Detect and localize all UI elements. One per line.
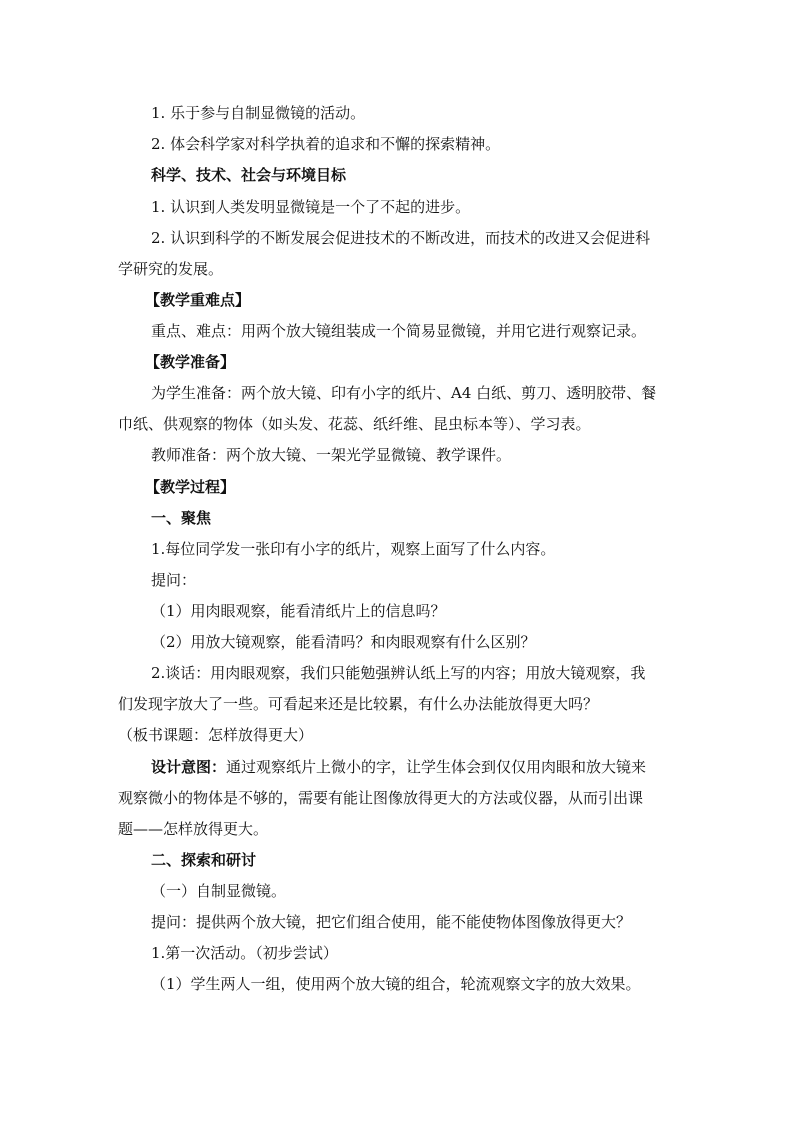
design-intent-line bbox=[151, 757, 646, 777]
paragraph-line: 2. 体会科学家对科学执着的追求和不懈的探索精神。 bbox=[151, 135, 501, 153]
paragraph-line: （2）用放大镜观察，能看清吗？和肉眼观察有什么区别？ bbox=[151, 633, 536, 651]
paragraph-line: 2.谈话：用肉眼观察，我们只能勉强辨认纸上写的内容；用放大镜观察，我 bbox=[151, 664, 646, 682]
paragraph-line: 题——怎样放得更大。 bbox=[118, 820, 269, 838]
design-intent-label: 设计意图： bbox=[151, 758, 227, 776]
paragraph-line: 2. 认识到科学的不断发展会促进技术的不断改进，而技术的改进又会促进科 bbox=[151, 229, 651, 247]
section-heading: 【教学过程】 bbox=[145, 478, 236, 496]
paragraph-line: 为学生准备：两个放大镜、印有小字的纸片、A4 白纸、剪刀、透明胶带、餐 bbox=[151, 384, 657, 402]
paragraph-line: （一）自制显微镜。 bbox=[151, 882, 287, 900]
paragraph-line: 巾纸、供观察的物体（如头发、花蕊、纸纤维、昆虫标本等）、学习表。 bbox=[118, 415, 591, 433]
paragraph-line: 提问： bbox=[151, 571, 197, 589]
section-heading: 【教学准备】 bbox=[145, 353, 236, 371]
paragraph-line: （1）学生两人一组，使用两个放大镜的组合，轮流观察文字的放大效果。 bbox=[151, 975, 641, 993]
paragraph-line: 学研究的发展。 bbox=[118, 260, 224, 278]
paragraph-line: 1.第一次活动。（初步尝试） bbox=[151, 944, 338, 962]
design-intent-text: 通过观察纸片上微小的字，让学生体会到仅仅用肉眼和放大镜来 bbox=[226, 758, 647, 776]
paragraph-line: 1. 乐于参与自制显微镜的活动。 bbox=[151, 104, 366, 122]
paragraph-line: 观察微小的物体是不够的，需要有能让图像放得更大的方法或仪器，从而引出课 bbox=[118, 789, 644, 807]
section-heading: 一、聚焦 bbox=[151, 509, 212, 527]
paragraph-line: （板书课题：怎样放得更大） bbox=[118, 726, 314, 744]
paragraph-line: （1）用肉眼观察，能看清纸片上的信息吗？ bbox=[151, 602, 446, 620]
paragraph-line: 1. 认识到人类发明显微镜是一个了不起的进步。 bbox=[151, 198, 471, 216]
section-heading: 【教学重难点】 bbox=[145, 291, 251, 309]
paragraph-line: 教师准备：两个放大镜、一架光学显微镜、教学课件。 bbox=[151, 446, 512, 464]
paragraph-line: 1.每位同学发一张印有小字的纸片，观察上面写了什么内容。 bbox=[151, 540, 556, 558]
paragraph-line: 重点、难点：用两个放大镜组装成一个简易显微镜，并用它进行观察记录。 bbox=[151, 322, 647, 340]
section-heading: 科学、技术、社会与环境目标 bbox=[151, 166, 347, 184]
paragraph-line: 提问：提供两个放大镜，把它们组合使用，能不能使物体图像放得更大？ bbox=[151, 913, 632, 931]
paragraph-line: 们发现字放大了一些。可看起来还是比较累，有什么办法能放得更大吗？ bbox=[118, 695, 599, 713]
section-heading: 二、探索和研讨 bbox=[151, 851, 257, 869]
